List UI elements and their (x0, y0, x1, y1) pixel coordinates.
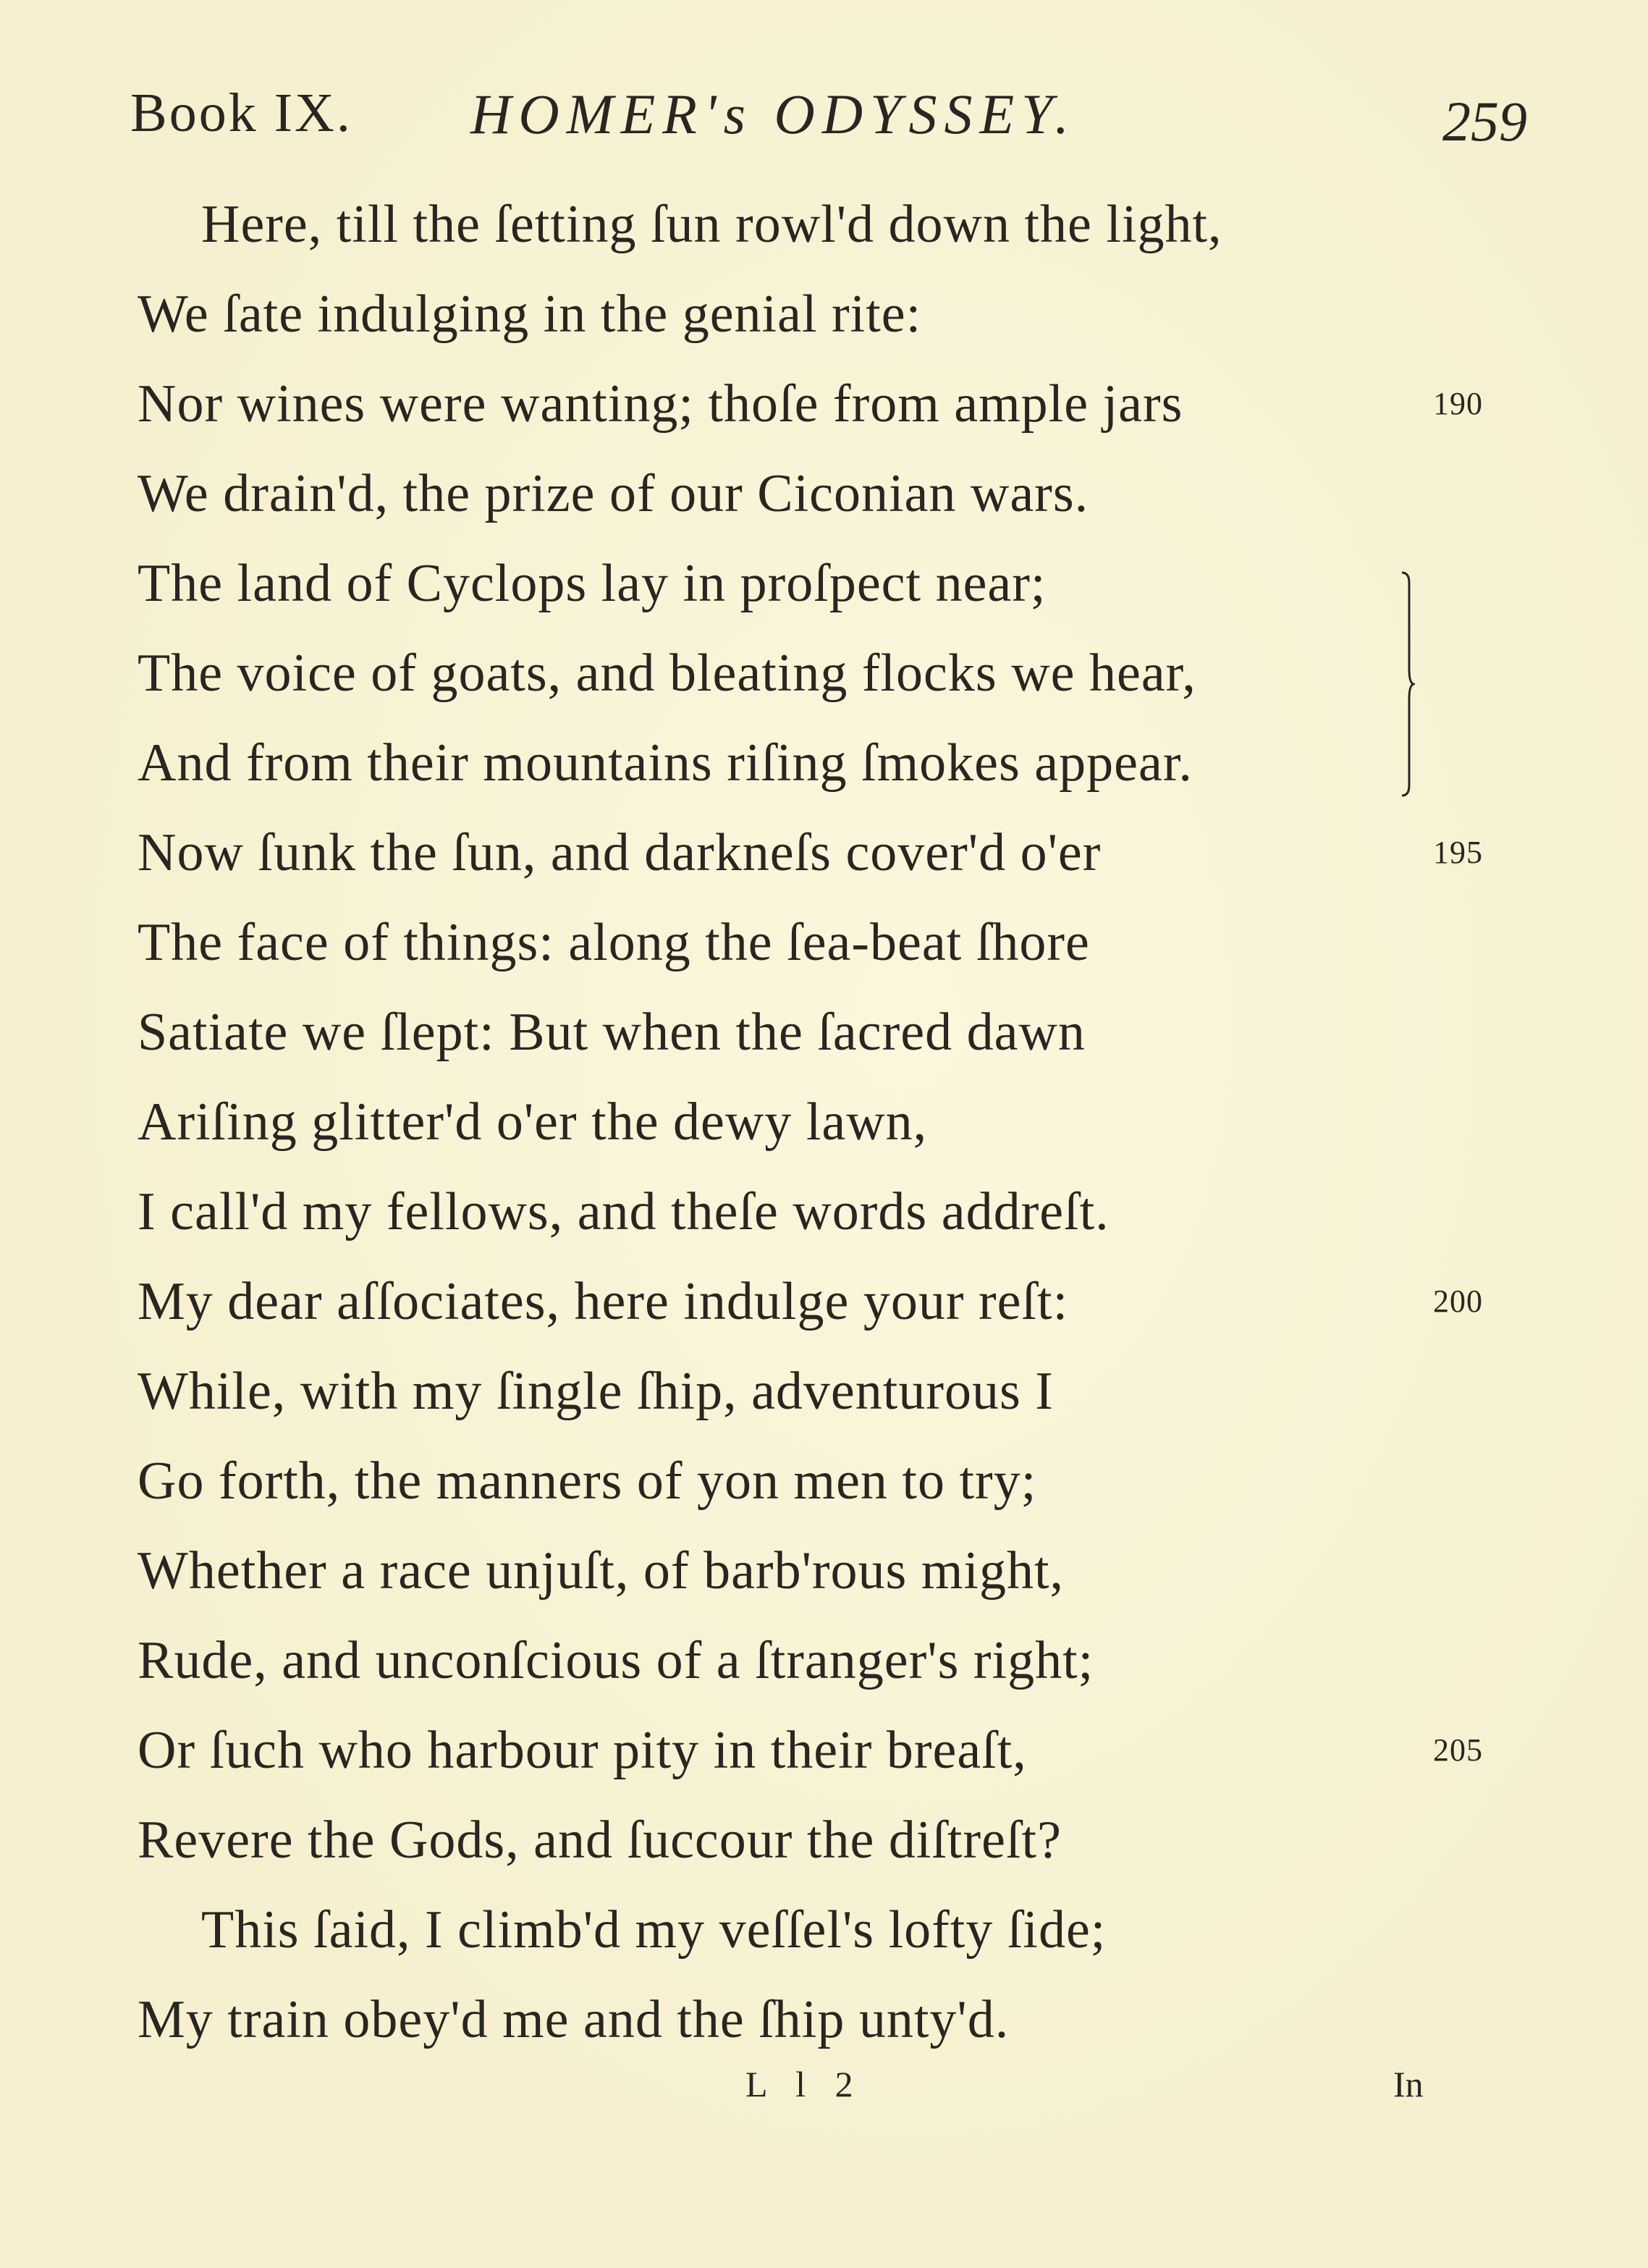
line-number: 190 (1433, 386, 1483, 421)
signature-mark: L l 2 (745, 2064, 863, 2104)
verse-line: Now ſunk the ſun, and darkneſs cover'd o'er (138, 823, 1102, 882)
verse-line: The voice of goats, and bleating flocks we hear, (138, 644, 1196, 703)
verse-line: My train obey'd me and the ſhip unty'd. (138, 1990, 1010, 2049)
running-head (130, 69, 1527, 156)
verse-line: Go forth, the manners of yon men to try; (138, 1451, 1037, 1511)
line-number: 195 (1433, 835, 1483, 870)
triplet-brace-icon (1400, 568, 1415, 800)
line-number: 200 (1433, 1283, 1483, 1319)
verse-line: The face of things: along the ſea-beat ſhore (138, 913, 1090, 972)
page-title: HOMER's ODYSSEY. (470, 83, 1076, 146)
verse-line: We ſate indulging in the genial rite: (138, 284, 922, 344)
verse-line: Rude, and unconſcious of a ſtranger's right; (138, 1631, 1094, 1690)
page-number: 259 (1442, 90, 1527, 153)
verse-line: The land of Cyclops lay in proſpect near; (138, 554, 1047, 613)
book-label: Book IX. (130, 83, 352, 143)
verse-line: Ariſing glitter'd o'er the dewy lawn, (138, 1092, 928, 1152)
verse-line: Revere the Gods, and ſuccour the diſtreſt? (138, 1810, 1062, 1870)
verse-line: Nor wines were wanting; thoſe from ample jars (138, 374, 1183, 434)
verse-line: I call'd my fellows, and theſe words addreſt. (138, 1182, 1110, 1242)
verse-line: Or ſuch who harbour pity in their breaſt, (138, 1721, 1027, 1780)
verse-line: Whether a race unjuſt, of barb'rous might, (138, 1541, 1065, 1601)
catchword: In (1393, 2064, 1424, 2104)
verse-line: Here, till the ſetting ſun rowl'd down the light, (201, 195, 1222, 254)
verse-line: My dear aſſociates, here indulge your reſt: (138, 1272, 1069, 1331)
verse-line: Satiate we ſlept: But when the ſacred dawn (138, 1003, 1086, 1062)
page-footer (0, 2063, 1648, 2107)
verse-line: While, with my ſingle ſhip, adventurous I (138, 1362, 1054, 1421)
line-number: 205 (1433, 1732, 1483, 1768)
verse-line: We drain'd, the prize of our Ciconian wars. (138, 464, 1089, 523)
verse-line: This ſaid, I climb'd my veſſel's lofty ſide; (201, 1900, 1107, 1960)
verse-line: And from their mountains riſing ſmokes appear. (138, 733, 1193, 793)
